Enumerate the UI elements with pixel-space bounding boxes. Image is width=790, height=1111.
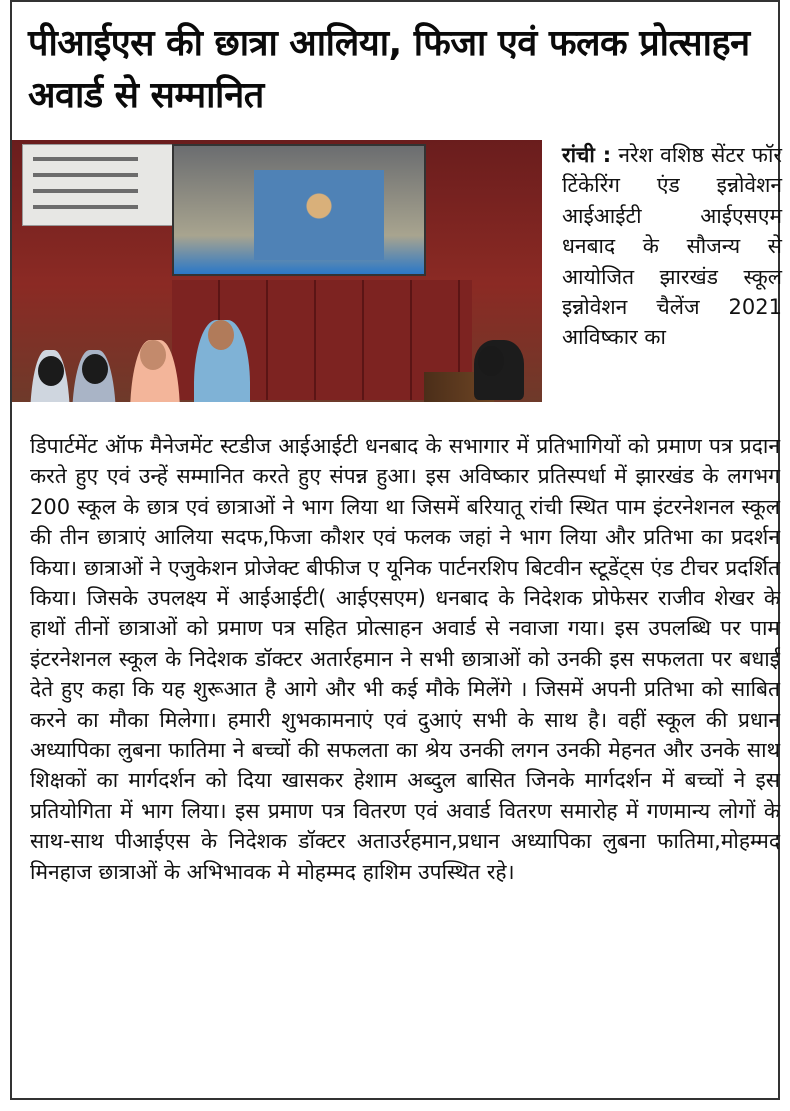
- head-shape: [38, 356, 64, 386]
- intro-text: नरेश वशिष्ठ सेंटर फॉर टिंकेरिंग एंड इन्नोवेशन आईआईटी आईएसएम धनबाद के सौजन्य से आयोजित झारखंड स्कूल इन्नोवेशन चैलेंज 2021 आविष्कार का: [562, 143, 782, 350]
- article-body: डिपार्टमेंट ऑफ मैनेजमेंट स्टडीज आईआईटी धनबाद के सभागार में प्रतिभागियों को प्रमाण पत्र प्रदान करते हुए एवं उन्हें सम्मानित करते हुए संपन्न हुआ। इस अविष्कार प्रतिस्पर्धा में झारखंड के लगभग 200 स्कूल के छात्र एवं छात्राओं ने भाग लिया था जिसमें बरियातू रांची स्थित पाम इंटरनेशनल स्कूल की तीन छात्राएं आलिया सदफ,फिजा कौशर एवं फलक जहां ने भाग लिया और प्रतिभा का प्रदर्शन किया। छात्राओं ने एजुकेशन प्रोजेक्ट बीफीज ए यूनिक पार्टनरशिप बिटवीन स्टूडेंट्स एंड टीचर प्रदर्शित किया। जिसके उपलक्ष्य में आईआईटी( आईएसएम) धनबाद के निदेशक प्रोफेसर राजीव शेखर के हाथों तीनों छात्राओं को प्रमाण पत्र सहित प्रोत्साहन अवार्ड से नवाजा गया। इस उपलब्धि पर पाम इंटरनेशनल स्कूल के निदेशक डॉक्टर अतार्रहमान ने सभी छात्राओं को उनकी इस सफलता पर बधाई देते हुए कहा कि यह शुरूआत है आगे और भी कई मौके मिलेंगे । जिसमें अपनी प्रतिभा को साबित करने का मौका मिलेगा। हमारी शुभकामनाएं एवं दुआएं सभी के साथ है। वहीं स्कूल की प्रधान अध्यापिका लुबना फातिमा ने बच्चों की सफलता का श्रेय उनकी लगन उनकी मेहनत और उनके साथ शिक्षकों का मार्गदर्शन को दिया खासकर हेशाम अब्दुल बासित जिनके मार्गदर्शन में बच्चों ने इस प्रतियोगिता में भाग लिया। इस प्रमाण पत्र वितरण एवं अवार्ड वितरण समारोह में गणमान्य लोगों के साथ-साथ पीआईएस के निदेशक डॉक्टर अताउर्रहमान,प्रधान अध्यापिका लुबना फातिमा,मोहम्मद मिनहाज छात्राओं के अभिभावक मे मोहम्मद हाशिम उपस्थित रहे।: [30, 434, 780, 884]
- projector-screen: [172, 144, 426, 276]
- head-shape: [478, 346, 504, 376]
- top-rule: [12, 0, 778, 8]
- intro-column: [562, 140, 782, 353]
- news-clipping: [10, 0, 780, 1100]
- headline: पीआईएस की छात्रा आलिया, फिजा एवं फलक प्रोत्साहन अवार्ड से सम्मानित: [28, 23, 750, 116]
- head-shape: [208, 320, 234, 350]
- event-photo: [12, 140, 542, 402]
- head-shape: [82, 354, 108, 384]
- notice-board: [22, 144, 174, 226]
- dateline: रांची :: [562, 143, 612, 167]
- head-shape: [140, 340, 166, 370]
